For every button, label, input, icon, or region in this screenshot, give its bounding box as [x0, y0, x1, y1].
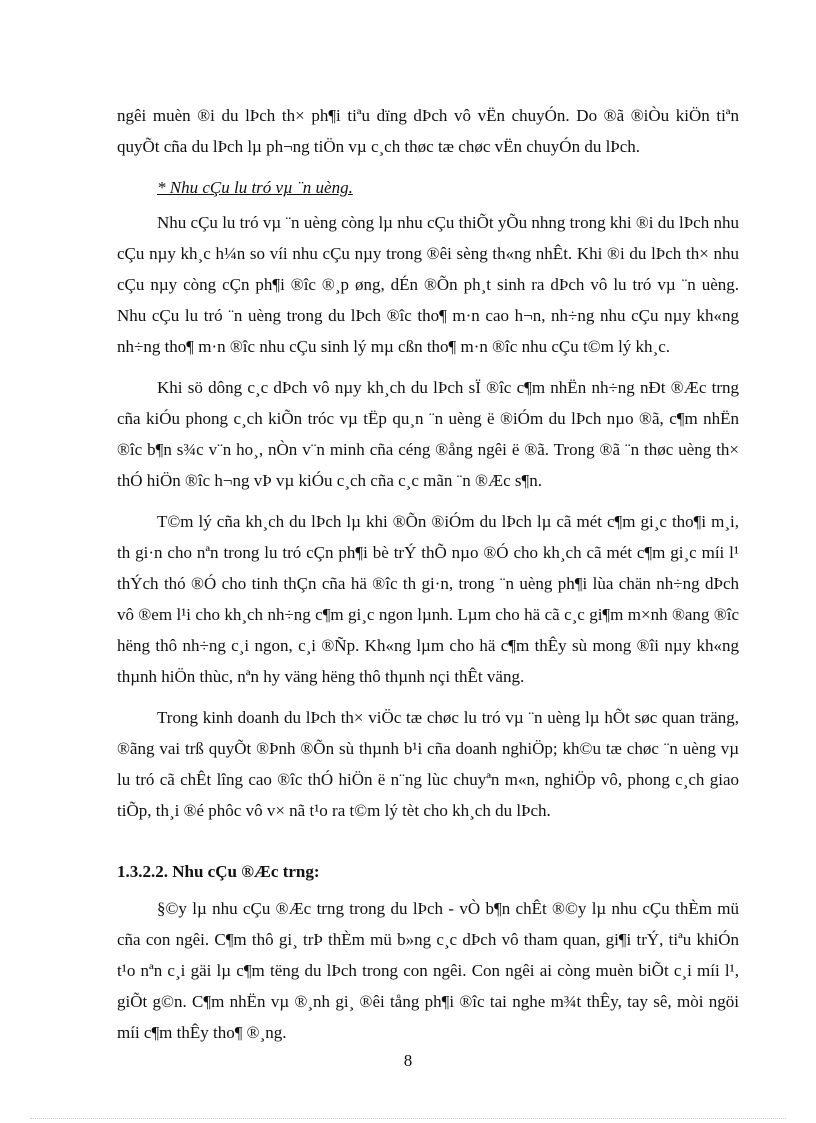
paragraph: T©m lý cña kh¸ch du lÞch lµ khi ®Õn ®iÓm du lÞch lµ cã mét c¶m gi¸c tho¶i m¸i, th gi·n cho nªn trong lu tró cÇn ph¶i bè trÝ thÕ nµo ®Ó cho kh¸ch cã mét c¶m gi¸c míi l¹ thÝch thó ®Ó cho tinh thÇn cña hä ®îc th gi·n, trong ¨n uèng ph¶i lùa chän nh÷ng dÞch vô ®em l¹i cho kh¸ch nh÷ng c¶m gi¸c ngon lµnh. Lµm cho hä cã c¸c gi¶m m×nh ®ang ®îc hëng thô nh÷ng c¸i ngon, c¸i ®Ñp. Kh«ng lµm cho hä c¶m thÊy sù mong ®îi nµy kh«ng thµnh hiÖn thùc, nªn hy väng hëng thô thµnh nçi thÊt väng. — [117, 512, 739, 686]
paragraph: Khi sö dông c¸c dÞch vô nµy kh¸ch du lÞch sÏ ®îc c¶m nhËn nh÷ng nÐt ®Æc trng cña kiÓu phong c¸ch kiÕn tróc vµ tËp qu¸n ¨n uèng ë ®iÓm du lÞch nµo ®ã, c¶m nhËn ®îc b¶n s¾c v¨n ho¸, nÒn v¨n minh cña céng ®ång ngêi ë ®ã. Trong ®ã ¨n thøc uèng th× thÓ hiÖn ®îc h¬ng vÞ vµ kiÓu c¸ch cña c¸c mãn ¨n ®Æc s¶n. — [117, 378, 739, 490]
paragraph: Trong kinh doanh du lÞch th× viÖc tæ chøc lu tró vµ ¨n uèng lµ hÕt søc quan träng, ®ãng vai trß quyÕt ®Þnh ®Õn sù thµnh b¹i cña doanh nghiÖp; kh©u tæ chøc ¨n uèng vµ lu tró cã chÊt lîng cao ®îc thÓ hiÖn ë n¨ng lùc chuyªn m«n, nghiÖp vô, phong c¸ch giao tiÕp, th¸i ®é phôc vô v× nã t¹o ra t©m lý tèt cho kh¸ch du lÞch. — [117, 708, 739, 820]
paragraph: Nhu cÇu lu tró vµ ¨n uèng còng lµ nhu cÇu thiÕt yÕu nhng trong khi ®i du lÞch nhu cÇu nµy kh¸c h¼n so víi nhu cÇu nµy trong ®êi sèng th«ng nhÊt. Khi ®i du lÞch th× nhu cÇu nµy còng cÇn ph¶i ®îc ®¸p øng, dÉn ®Õn ph¸t sinh ra dÞch vô lu tró vµ ¨n uèng. Nhu cÇu lu tró ¨n uèng trong du lÞch ®îc tho¶ m·n cao h¬n, nh÷ng nhu cÇu nµy kh«ng nh÷ng tho¶ m·n ®îc nhu cÇu sinh lý mµ cßn tho¶ m·n ®îc nhu cÇu t©m lý kh¸c. — [117, 213, 739, 356]
document-body — [117, 100, 739, 1058]
paragraph: ngêi muèn ®i du lÞch th× ph¶i tiªu dïng dÞch vô vËn chuyÓn. Do ®ã ®iÒu kiÖn tiªn quyÕt cña du lÞch lµ ph¬ng tiÖn vµ c¸ch thøc tæ chøc vËn chuyÓn du lÞch. — [117, 106, 739, 156]
subheading-luu-tru: * Nhu cÇu lu tró vµ ¨n uèng. — [157, 178, 353, 197]
section-heading: 1.3.2.2. Nhu cÇu ®Æc trng: — [117, 862, 320, 881]
page-number: 8 — [403, 1051, 413, 1070]
paragraph: §©y lµ nhu cÇu ®Æc trng trong du lÞch - vÒ b¶n chÊt ®©y lµ nhu cÇu thÈm mü cña con ngêi. C¶m thô gi¸ trÞ thÈm mü b»ng c¸c dÞch vô tham quan, gi¶i trÝ, tiªu khiÓn t¹o nªn c¸i gäi lµ c¶m tëng du lÞch trong con ngêi. Con ngêi ai còng muèn biÕt c¸i míi l¹, giÕt g©n. C¶m nhËn vµ ®¸nh gi¸ ®êi tång ph¶i ®îc tai nghe m¾t thÊy, tay sê, mòi ngöi míi c¶m thÊy tho¶ ®¸ng. — [117, 899, 739, 1042]
page-bottom-border — [30, 1118, 786, 1119]
